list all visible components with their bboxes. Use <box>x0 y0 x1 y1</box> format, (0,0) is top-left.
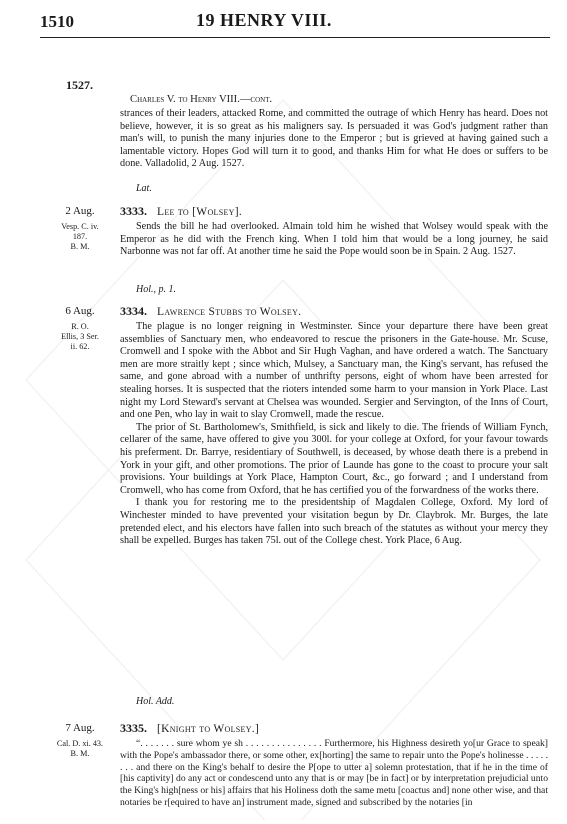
entry-date: 6 Aug. <box>65 305 95 317</box>
entry-title: [Knight to Wolsey.] <box>157 723 260 735</box>
source-line: R. O. <box>71 322 89 331</box>
entry-title: Lawrence Stubbs to Wolsey. <box>157 306 302 318</box>
entry-description: Hol., p. 1. <box>136 284 176 295</box>
paragraph: “. . . . . . . sure whom ye sh . . . . . . . . . . . . . . . Furthermore, his Highness desireth yo[ur Grace to speak] with the Pope's ambassador there, or some other, ex[horting] the same to repair unto the Pope's holinesse . . . . . . . . and there on the King's behalf to desire the P[ope to utter a] solemn protestation, that if he in the time of [his captivity] do any act or condescend unto any that is or may [be in fact] or by interpretation prejudicial unto the King's high[ness or his] affairs that his Holiness doth the same metu [coactus and] none other wise, and that notaries be r[equired to have an] instrument made, signed and subscribed by the notaries [in <box>120 738 548 808</box>
page-number: 1510 <box>40 12 74 31</box>
source-line: Vesp. C. iv. <box>61 222 99 231</box>
source-line: Cal. D. xi. 43. <box>56 739 104 748</box>
entry-source <box>44 739 116 759</box>
source-line: 187. <box>72 232 88 241</box>
entry-date: 7 Aug. <box>65 722 95 734</box>
entry-text <box>120 321 548 548</box>
entry-heading <box>120 204 242 219</box>
entry-number: 3334. <box>120 304 147 318</box>
source-line: ii. 62. <box>70 342 90 351</box>
entry-heading <box>120 721 259 736</box>
paragraph: The prior of St. Bartholomew's, Smithfield, is sick and likely to die. The friends of William Fynch, cellarer of the same, have offered to give you 300l. for your college at Oxford, for your favour towards his preferment. Dr. Barrye, residentiary of Southwell, is deceased, by whose death there is a prebend in York in your gift, and other promotions. The prior of Launde has gone to the coast to procure your salt provisions. Your buildings at York Place, Hampton Court, &c., go forward ; and I understand from Cromwell, who has come from Oxford, that he has certified you of the forwardness of the works there. <box>120 421 548 496</box>
entry-title: Lee to [Wolsey]. <box>157 206 243 218</box>
entry-number: 3335. <box>120 721 147 735</box>
year-label: 1527. <box>66 78 93 92</box>
paragraph: The plague is no longer reigning in Westminster. Since your departure there have been great assemblies of Sanctuary men, who endeavored to rescue the prisoners in the Gate-house. Mr. Scuse, Cromwell and I spoke with the Abbot and Sir Hugh Vaghan, and have ordered a watch. The Sanctuary men are more straitly kept ; since which, Mulsey, a Sanctuary man, the King's servant, has refused the same, and gone abroad with a number of unthrifty persons, eight of whom have been arrested for stealing horses. It is suspected that the rioters intended some harm to your mansion in York Place. Last night my Lord Steward's servant at Chelsea was wounded. Sergier and Servington, of the Inns of Court, and one Pen, who lay in wait to slay Cromwell, made the rescue. <box>120 321 548 421</box>
continuation-title: Charles V. to Henry VIII.—cont. <box>130 94 273 105</box>
paragraph: I thank you for restoring me to the presidentship of Magdalen College, Oxford. My lord of Winchester minded to have prevented your visitation begun by Dr. Claybrok. Mr. Burges, the late pretended elect, and his electors have fallen into such breach of the statutes as without your mercy they shall be expelled. Burges has taken 75l. out of the College chest. York Place, 6 Aug. <box>120 497 548 547</box>
entry-number: 3333. <box>120 204 147 218</box>
continuation-text <box>120 108 548 171</box>
running-title: 19 HENRY VIII. <box>196 10 332 30</box>
entry-text <box>120 738 548 822</box>
paragraph: Sends the bill he had overlooked. Almain told him he wished that Wolsey would speak with the Emperor as he did with the French king. When I told him that would be a long journey, he said Narbonne was not far off. At another time he said the Pope would soon be in Spain. 2 Aug. 1527. <box>120 221 548 258</box>
source-line: B. M. <box>70 242 90 251</box>
source-line: B. M. <box>70 749 90 758</box>
entry-date: 2 Aug. <box>65 205 95 217</box>
entry-heading <box>120 304 301 319</box>
language-note: Lat. <box>136 183 152 194</box>
entry-description: Hol. Add. <box>136 696 175 707</box>
paragraph: strances of their leaders, attacked Rome, and committed the outrage of which Henry has heard. Does not believe, however, it is so great as his maligners say. Is persuaded it was God's judgment rather than man's will, to punish the many injuries done to the Emperor ; but is grieved at having gained such a lamentable victory. Hopes God will turn it to good, and thanks Him for what He does or suffers to be done. Valladolid, 2 Aug. 1527. <box>120 108 548 170</box>
entry-source <box>44 322 116 352</box>
entry-text <box>120 221 548 259</box>
header-rule <box>40 37 550 38</box>
entry-source <box>44 222 116 252</box>
source-line: Ellis, 3 Ser. <box>61 332 99 341</box>
